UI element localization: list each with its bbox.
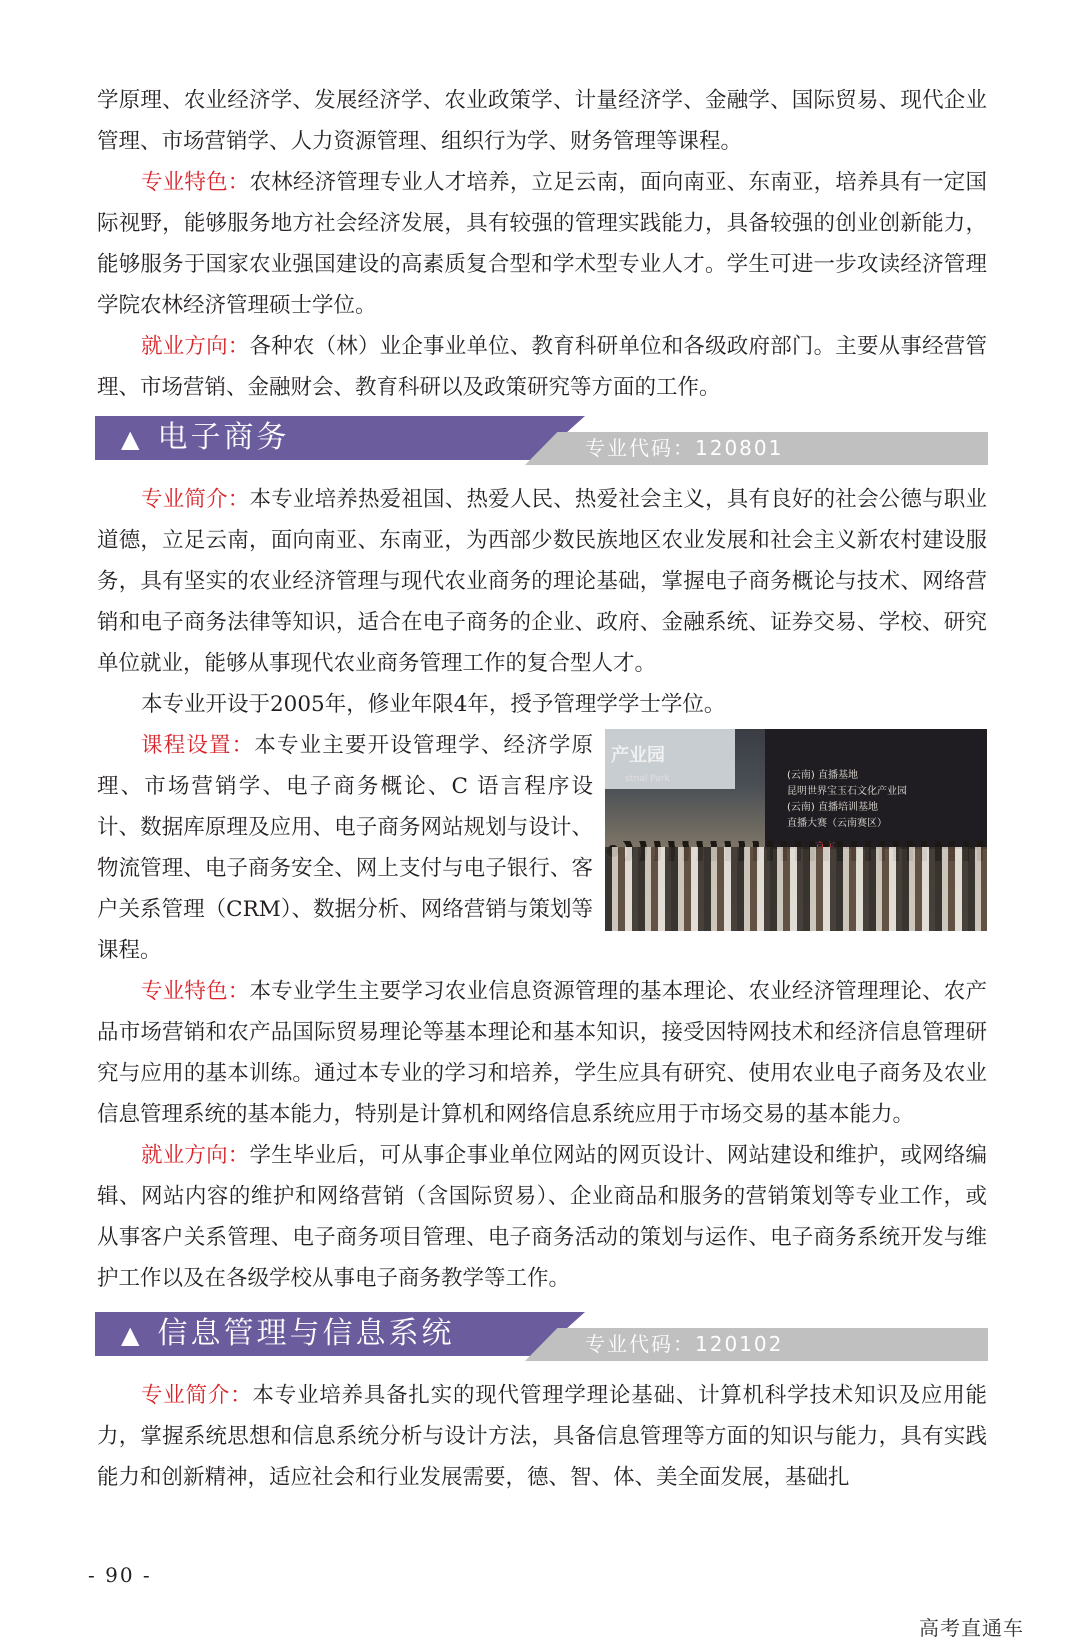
feature-label: 专业特色： xyxy=(141,170,250,195)
feature-text: 本专业学生主要学习农业信息资源管理的基本理论、农业经济管理理论、农产品市场营销和农产品国际贸易理论等基本理论和基本知识，接受因特网技术和经济信息管理研究与应用的基本训练。通过本专业的学习和培养，学生应具有研究、使用农业电子商务及农业信息管理系统的基本能力，特别是计算机和网络信息系统应用于市场交易的基本能力。 xyxy=(97,979,987,1127)
intro-text: 本专业培养具备扎实的现代管理学理论基础、计算机科学技术知识及应用能力，掌握系统思想和信息系统分析与设计方法，具备信息管理等方面的知识与能力，具有实践能力和创新精神，适应社会和行业发展需要，德、智、体、美全面发展，基础扎 xyxy=(97,1383,987,1490)
intro-course-paragraph: 学原理、农业经济学、发展经济学、农业政策学、计量经济学、金融学、国际贸易、现代企业管理、市场营销学、人力资源管理、组织行为学、财务管理等课程。 xyxy=(97,88,987,154)
ecommerce-intro-paragraph xyxy=(97,479,987,684)
intro-label: 专业简介： xyxy=(141,1383,253,1408)
course-text: 本专业主要开设管理学、经济学原理、市场营销学、电子商务概论、C 语言程序设计、数据库原理及应用、电子商务网站规划与设计、物流管理、电子商务安全、网上支付与电子银行、客户关系管理（CRM）、数据分析、网络营销与策划等课程。 xyxy=(97,733,593,963)
section-title xyxy=(121,418,289,459)
course-label: 课程设置： xyxy=(141,733,255,758)
career-label: 就业方向： xyxy=(141,334,250,359)
section-title-text: 信息管理与信息系统 xyxy=(157,1316,455,1351)
watermark: 高考直通车 xyxy=(919,1616,1024,1640)
feature-text: 农林经济管理专业人才培养，立足云南，面向南亚、东南亚，培养具有一定国际视野，能够服务地方社会经济发展，具有较强的管理实践能力，具备较强的创业创新能力，能够服务于国家农业强国建设的高素质复合型和学术型专业人才。学生可进一步攻读经济管理学院农林经济管理硕士学位。 xyxy=(97,170,987,318)
triangle-icon: ▲ xyxy=(121,1321,140,1349)
career-text: 各种农（林）业企事业单位、教育科研单位和各级政府部门。主要从事经营管理、市场营销、金融财会、教育科研以及政策研究等方面的工作。 xyxy=(97,334,987,400)
photo-crowd xyxy=(605,847,987,931)
photo-wall-line: (云南) 直播培训基地 xyxy=(787,802,878,813)
group-photo xyxy=(605,729,987,931)
feature-label: 专业特色： xyxy=(141,979,250,1004)
intro-block xyxy=(97,80,987,408)
page-number: - 90 - xyxy=(88,1563,152,1587)
intro-career-paragraph xyxy=(97,326,987,408)
section-header-ecommerce xyxy=(95,416,988,465)
career-text: 学生毕业后，可从事企事业单位网站的网页设计、网站建设和维护，或网络编辑、网站内容的维护和网络营销（含国际贸易）、企业商品和服务的营销策划等专业工作，或从事客户关系管理、电子商务项目管理、电子商务活动的策划与运作、电子商务系统开发与维护工作以及在各级学校从事电子商务教学等工作。 xyxy=(97,1143,987,1291)
ecommerce-established-paragraph: 本专业开设于2005年，修业年限4年，授予管理学学士学位。 xyxy=(141,692,726,717)
infosys-intro-paragraph xyxy=(97,1375,987,1498)
photo-wall-line: 昆明世界宝玉石文化产业园 xyxy=(787,786,907,797)
intro-label: 专业简介： xyxy=(141,487,250,512)
intro-text: 本专业培养热爱祖国、热爱人民、热爱社会主义，具有良好的社会公德与职业道德，立足云南，面向南亚、东南亚，为西部少数民族地区农业发展和社会主义新农村建设服务，具有坚实的农业经济管理与现代农业商务的理论基础，掌握电子商务概论与技术、网络营销和电子商务法律等知识，适合在电子商务的企业、政府、金融系统、证券交易、学校、研究单位就业，能够从事现代农业商务管理工作的复合型人才。 xyxy=(97,487,987,676)
major-code: 专业代码：120801 xyxy=(585,436,784,460)
section-header-infosys xyxy=(95,1312,988,1361)
career-label: 就业方向： xyxy=(141,1143,250,1168)
photo-sign-sub: strial Park xyxy=(625,774,670,784)
infosys-block xyxy=(97,1375,987,1498)
section-title xyxy=(121,1314,454,1355)
major-code: 专业代码：120102 xyxy=(585,1332,784,1356)
ecommerce-career-paragraph xyxy=(97,1135,987,1299)
photo-sign-main: 产业园 xyxy=(611,745,665,766)
photo-wall-line: (云南) 直播基地 xyxy=(787,770,858,781)
section-title-text: 电子商务 xyxy=(157,420,290,455)
triangle-icon: ▲ xyxy=(121,425,140,453)
ecommerce-feature-paragraph xyxy=(97,971,987,1135)
intro-feature-paragraph xyxy=(97,162,987,326)
ecommerce-block xyxy=(97,479,987,1299)
photo-wall-line: 直播大赛（云南赛区） xyxy=(787,818,887,829)
